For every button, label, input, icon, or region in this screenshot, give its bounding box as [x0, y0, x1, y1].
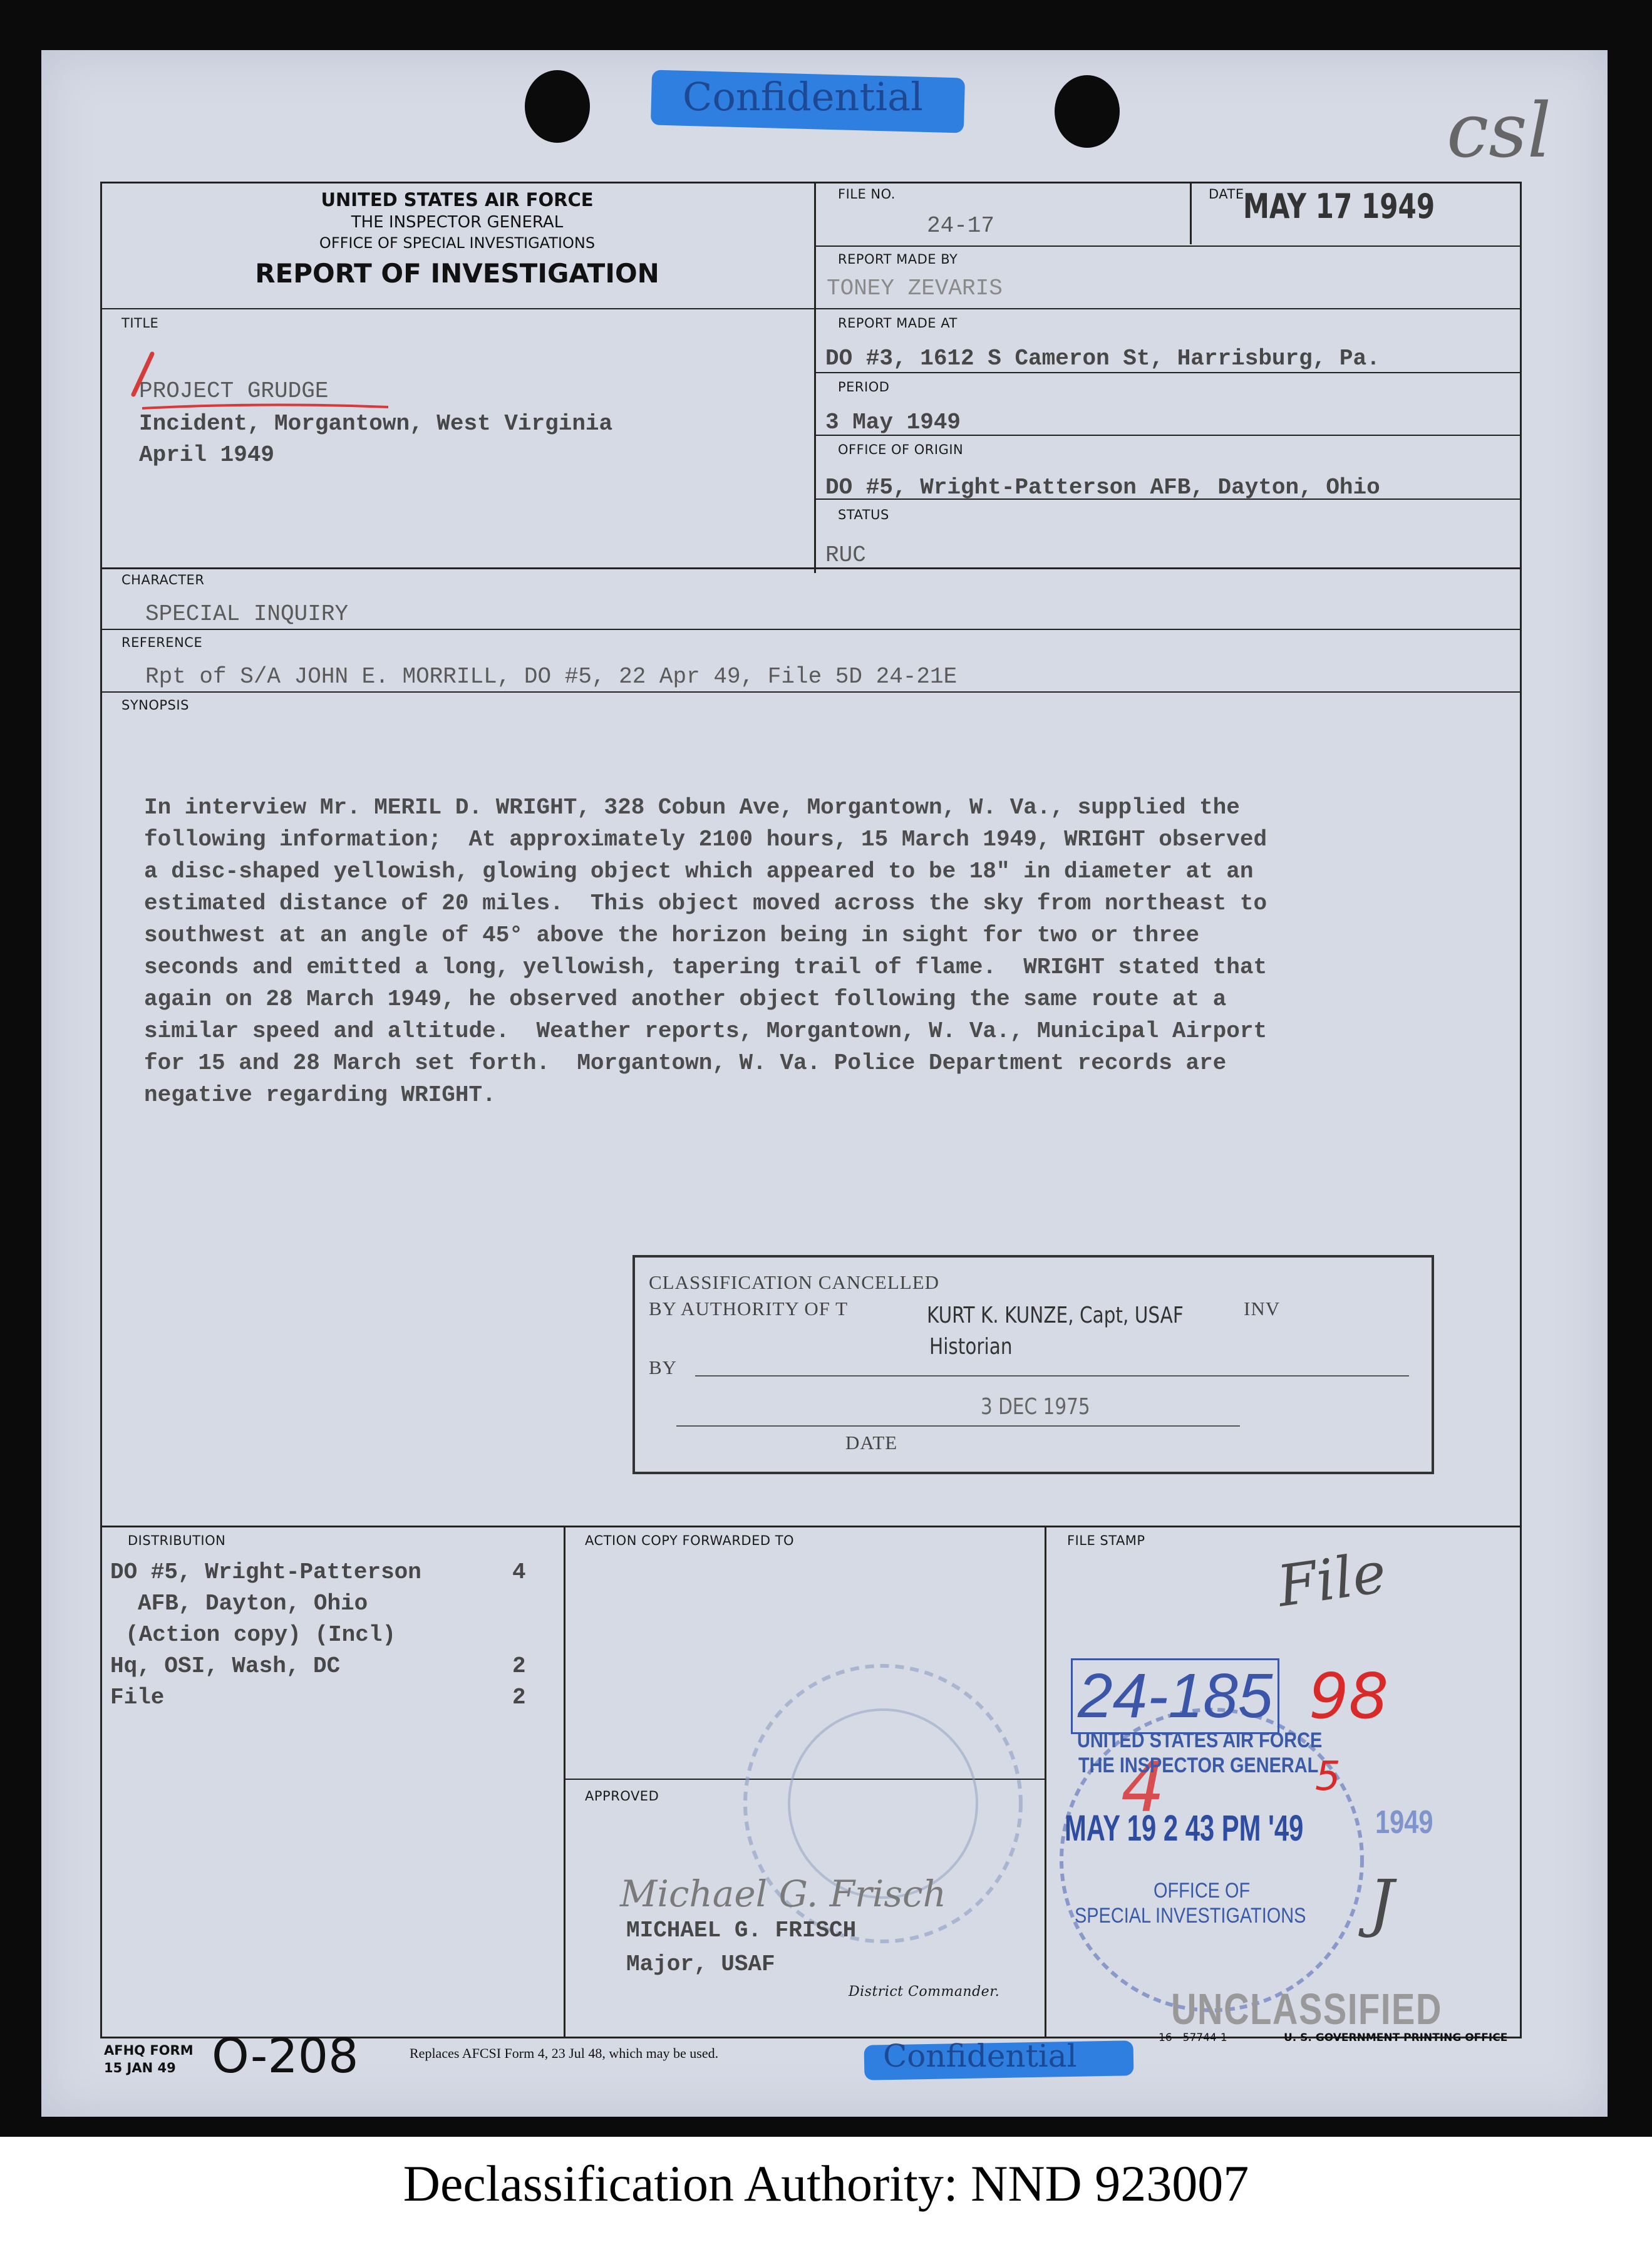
divider [100, 308, 1522, 309]
stamp-by-label: BY [649, 1356, 678, 1378]
file-stamp-received: MAY 19 2 43 PM '49 [1065, 1808, 1304, 1849]
file-stamp-mark: J [1369, 1866, 1395, 1940]
file-stamp-office1: OFFICE OF [1154, 1879, 1251, 1903]
label-report-made-at: REPORT MADE AT [838, 316, 958, 331]
stamp-date-label: DATE [845, 1432, 898, 1454]
divider [100, 567, 1522, 569]
report-date-value: MAY 17 1949 [1243, 187, 1435, 226]
report-made-at-value: DO #3, 1612 S Cameron St, Harrisburg, Pa. [825, 346, 1380, 371]
label-action-copy: ACTION COPY FORWARDED TO [585, 1533, 795, 1548]
synopsis-text [144, 792, 1497, 1111]
synopsis-line: again on 28 March 1949, he observed another object following the same route at a [144, 986, 1227, 1012]
file-stamp-number: 24-185 [1071, 1658, 1279, 1734]
document-title: REPORT OF INVESTIGATION [255, 258, 659, 289]
punch-hole-left [525, 70, 590, 143]
file-stamp-org1: UNITED STATES AIR FORCE [1077, 1728, 1323, 1752]
file-stamp-initials: File [1273, 1539, 1390, 1620]
label-date: DATE [1209, 187, 1244, 202]
file-stamp-office2: SPECIAL INVESTIGATIONS [1075, 1904, 1306, 1928]
print-code: 16—57744-1 [1159, 2032, 1227, 2044]
label-title: TITLE [121, 316, 159, 331]
file-stamp-org2: THE INSPECTOR GENERAL [1078, 1754, 1319, 1777]
stamp-officer-name: KURT K. KUNZE, Capt, USAF [927, 1303, 1184, 1328]
file-stamp-red-digit: 4 [1121, 1747, 1165, 1827]
label-district-commander: District Commander. [849, 1984, 1000, 2000]
form-replaces-note: Replaces AFCSI Form 4, 23 Jul 48, which may be used. [410, 2045, 719, 2061]
label-character: CHARACTER [121, 572, 205, 587]
approver-name: MICHAEL G. FRISCH [626, 1918, 857, 1943]
distribution-count: 2 [512, 1685, 526, 1710]
org-inspector-general: THE INSPECTOR GENERAL [351, 213, 564, 232]
declassification-authority: Declassification Authority: NND 923007 [403, 2155, 1249, 2212]
label-period: PERIOD [838, 380, 890, 395]
report-made-by-value: TONEY ZEVARIS [827, 276, 1003, 301]
label-approved: APPROVED [585, 1789, 659, 1804]
divider [100, 1526, 1522, 1527]
stamp-date-value: 3 DEC 1975 [981, 1394, 1090, 1420]
title-line-date: April 1949 [139, 442, 275, 468]
distribution-line: File [110, 1685, 165, 1710]
confidential-stamp-bottom: Confidential [883, 2038, 1077, 2074]
stamp-by-line [695, 1375, 1409, 1377]
form-number: O-208 [212, 2028, 359, 2084]
stamp-officer-role: Historian [929, 1334, 1013, 1360]
distribution-count: 4 [512, 1559, 526, 1585]
approver-rank: Major, USAF [626, 1951, 775, 1977]
commander-signature: Michael G. Frisch [620, 1872, 946, 1915]
title-line-project: PROJECT GRUDGE [139, 378, 329, 404]
divider [814, 372, 1522, 373]
file-stamp-red-number: 98 [1309, 1660, 1389, 1733]
label-status: STATUS [838, 507, 889, 522]
file-stamp-year: 1949 [1375, 1804, 1433, 1841]
synopsis-line: southwest at an angle of 45° above the horizon being in sight for two or three [144, 922, 1200, 948]
file-stamp-red-small: 5 [1315, 1754, 1341, 1800]
synopsis-line: negative regarding WRIGHT. [144, 1082, 496, 1108]
synopsis-line: seconds and emitted a long, yellowish, tapering trail of flame. WRIGHT stated that [144, 954, 1267, 980]
divider [814, 245, 1522, 247]
stamp-line-cancelled: CLASSIFICATION CANCELLED [649, 1271, 940, 1293]
label-file-no: FILE NO. [838, 187, 896, 202]
stamp-inv: INV [1244, 1298, 1281, 1320]
divider [1190, 182, 1192, 244]
form-date: 15 JAN 49 [104, 2060, 176, 2075]
confidential-stamp-top: Confidential [683, 74, 923, 120]
synopsis-line: In interview Mr. MERIL D. WRIGHT, 328 Cobun Ave, Morgantown, W. Va., supplied the [144, 795, 1240, 820]
distribution-line: Hq, OSI, Wash, DC [110, 1653, 341, 1679]
label-distribution: DISTRIBUTION [128, 1533, 226, 1548]
punch-hole-right [1055, 75, 1120, 148]
office-of-origin-value: DO #5, Wright-Patterson AFB, Dayton, Ohio [825, 475, 1380, 500]
divider [100, 691, 1522, 693]
distribution-line: DO #5, Wright-Patterson [110, 1559, 421, 1585]
divider [100, 629, 1522, 630]
stamp-date-line [676, 1425, 1240, 1427]
synopsis-line: for 15 and 28 March set forth. Morgantown, W. Va. Police Department records are [144, 1050, 1227, 1076]
label-office-of-origin: OFFICE OF ORIGIN [838, 442, 964, 457]
reference-value: Rpt of S/A JOHN E. MORRILL, DO #5, 22 Apr 49, File 5D 24-21E [145, 664, 958, 690]
synopsis-line: following information; At approximately 2100 hours, 15 March 1949, WRIGHT observed [144, 827, 1267, 852]
divider [814, 182, 816, 573]
stamp-line-authority: BY AUTHORITY OF T [649, 1298, 849, 1320]
synopsis-line: a disc-shaped yellowish, glowing object which appeared to be 18" in diameter at an [144, 859, 1254, 884]
title-line-incident: Incident, Morgantown, West Virginia [139, 411, 613, 436]
corner-handwritten-note: csl [1447, 88, 1552, 175]
org-osi: OFFICE OF SPECIAL INVESTIGATIONS [319, 234, 596, 252]
divider [564, 1526, 565, 2038]
printing-office: U. S. GOVERNMENT PRINTING OFFICE [1284, 2032, 1508, 2044]
file-number-value: 24-17 [927, 213, 995, 239]
period-value: 3 May 1949 [825, 410, 961, 435]
org-air-force: UNITED STATES AIR FORCE [321, 189, 594, 210]
label-reference: REFERENCE [121, 635, 203, 650]
status-value: RUC [825, 542, 866, 568]
label-synopsis: SYNOPSIS [121, 698, 189, 713]
unclassified-stamp: UNCLASSIFIED [1171, 1985, 1442, 2033]
distribution-count: 2 [512, 1653, 526, 1679]
synopsis-line: similar speed and altitude. Weather reports, Morgantown, W. Va., Municipal Airport [144, 1018, 1267, 1044]
distribution-line: (Action copy) (Incl) [125, 1622, 396, 1648]
synopsis-line: estimated distance of 20 miles. This object moved across the sky from northeast to [144, 891, 1267, 916]
character-value: SPECIAL INQUIRY [145, 601, 349, 627]
label-file-stamp: FILE STAMP [1067, 1533, 1145, 1548]
label-report-made-by: REPORT MADE BY [838, 252, 958, 267]
form-label: AFHQ FORM [104, 2043, 194, 2058]
distribution-line: AFB, Dayton, Ohio [138, 1591, 368, 1616]
